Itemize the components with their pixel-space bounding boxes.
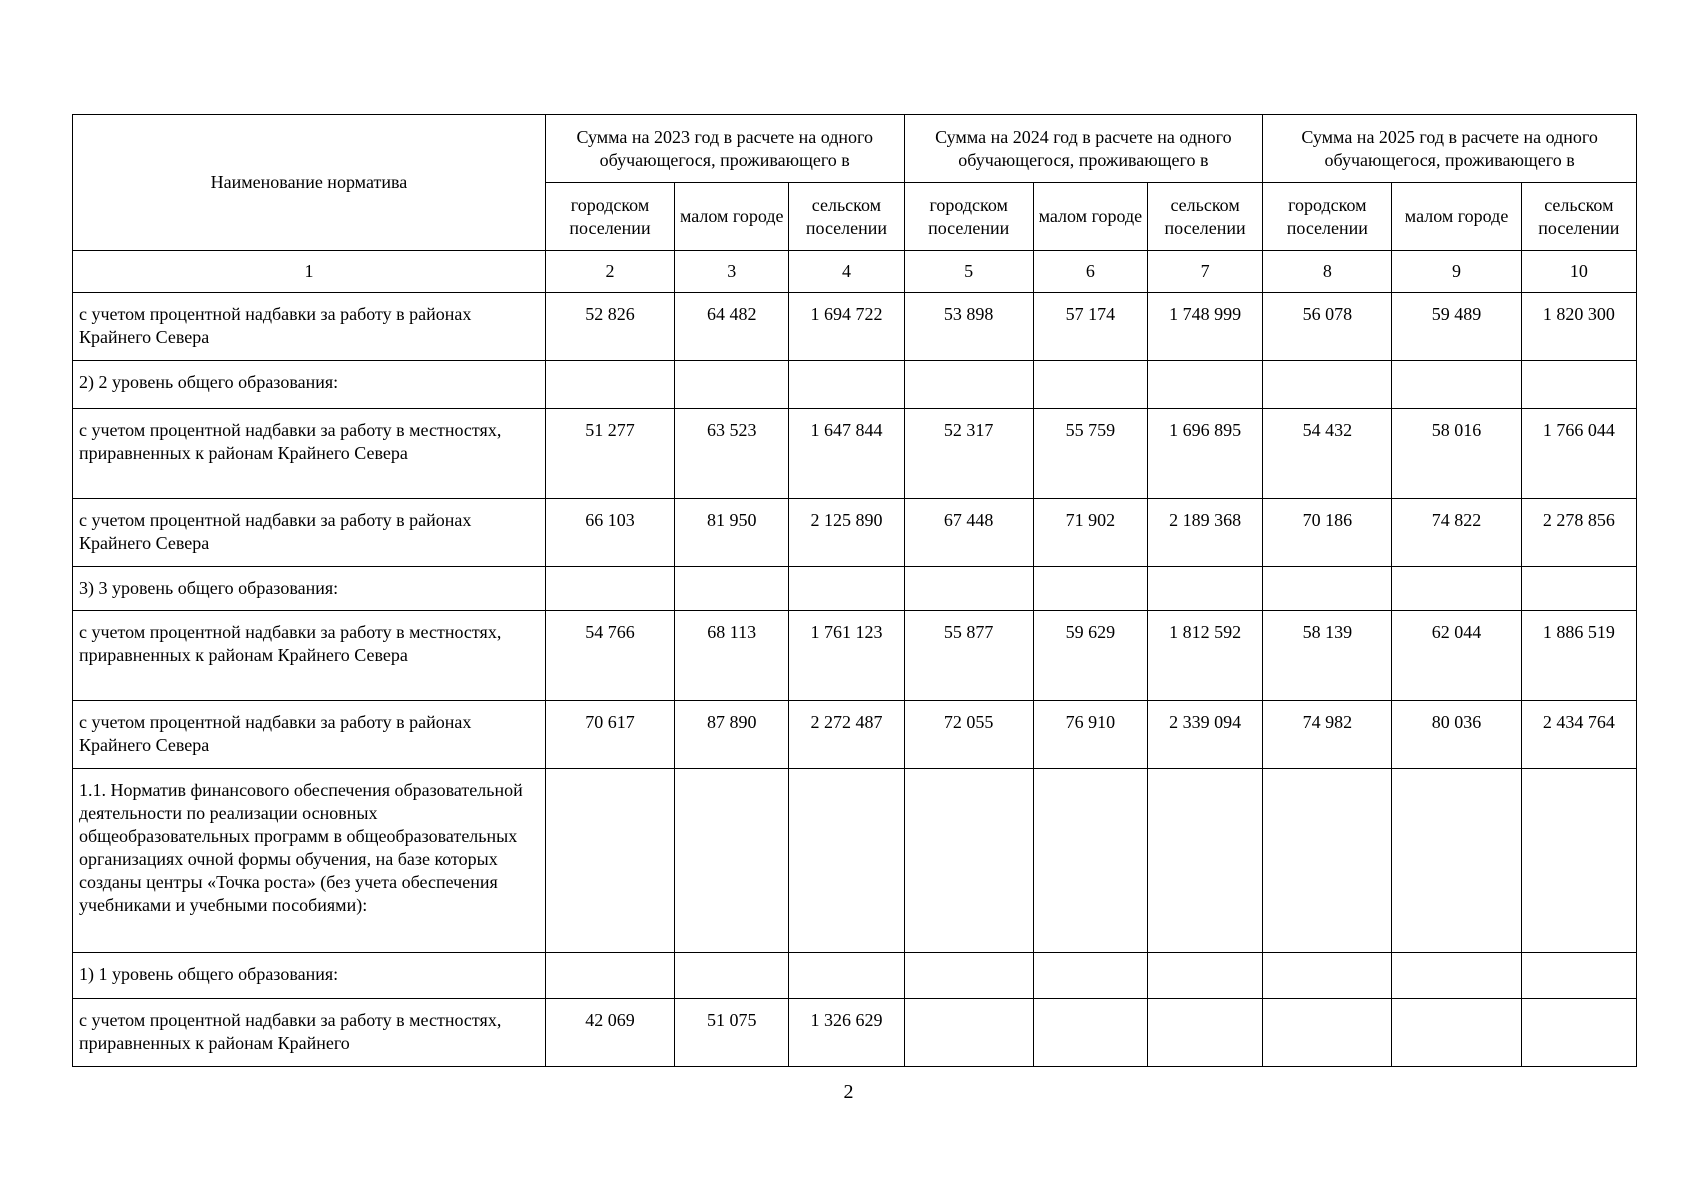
value-cell: 1 812 592 bbox=[1147, 611, 1262, 701]
value-cell: 56 078 bbox=[1263, 293, 1392, 361]
value-cell bbox=[904, 567, 1033, 611]
value-cell bbox=[1392, 999, 1521, 1067]
table-row bbox=[73, 409, 1637, 499]
value-cell: 64 482 bbox=[675, 293, 789, 361]
value-cell: 1 886 519 bbox=[1521, 611, 1636, 701]
value-cell: 1 748 999 bbox=[1147, 293, 1262, 361]
subheader-cell: сельском поселении bbox=[789, 183, 904, 251]
value-cell: 72 055 bbox=[904, 701, 1033, 769]
value-cell bbox=[1521, 953, 1636, 999]
value-cell bbox=[545, 953, 674, 999]
value-cell: 1 647 844 bbox=[789, 409, 904, 499]
value-cell: 54 432 bbox=[1263, 409, 1392, 499]
value-cell: 1 761 123 bbox=[789, 611, 904, 701]
value-cell: 52 826 bbox=[545, 293, 674, 361]
value-cell bbox=[545, 361, 674, 409]
value-cell bbox=[1147, 361, 1262, 409]
column-number: 7 bbox=[1147, 251, 1262, 293]
value-cell: 2 125 890 bbox=[789, 499, 904, 567]
value-cell bbox=[1033, 567, 1147, 611]
value-cell bbox=[789, 361, 904, 409]
table-row bbox=[73, 999, 1637, 1067]
value-cell: 81 950 bbox=[675, 499, 789, 567]
value-cell bbox=[1033, 361, 1147, 409]
value-cell: 1 696 895 bbox=[1147, 409, 1262, 499]
value-cell: 80 036 bbox=[1392, 701, 1521, 769]
year-2024-header: Сумма на 2024 год в расчете на одного обучающегося, проживающего в bbox=[904, 115, 1263, 183]
subheader-cell: малом городе bbox=[1033, 183, 1147, 251]
row-label: с учетом процентной надбавки за работу в районах Крайнего Севера bbox=[73, 701, 546, 769]
value-cell bbox=[545, 769, 674, 953]
value-cell: 2 278 856 bbox=[1521, 499, 1636, 567]
year-2023-header: Сумма на 2023 год в расчете на одного обучающегося, проживающего в bbox=[545, 115, 904, 183]
value-cell: 62 044 bbox=[1392, 611, 1521, 701]
column-number: 10 bbox=[1521, 251, 1636, 293]
table-row bbox=[73, 499, 1637, 567]
value-cell: 55 759 bbox=[1033, 409, 1147, 499]
subheader-cell: городском поселении bbox=[545, 183, 674, 251]
column-number: 5 bbox=[904, 251, 1033, 293]
column-number: 4 bbox=[789, 251, 904, 293]
value-cell: 58 139 bbox=[1263, 611, 1392, 701]
value-cell: 53 898 bbox=[904, 293, 1033, 361]
table-row bbox=[73, 567, 1637, 611]
table-row bbox=[73, 611, 1637, 701]
value-cell bbox=[1521, 769, 1636, 953]
value-cell: 52 317 bbox=[904, 409, 1033, 499]
value-cell: 58 016 bbox=[1392, 409, 1521, 499]
value-cell: 57 174 bbox=[1033, 293, 1147, 361]
value-cell bbox=[789, 567, 904, 611]
value-cell bbox=[1263, 769, 1392, 953]
value-cell: 54 766 bbox=[545, 611, 674, 701]
subheader-cell: малом городе bbox=[1392, 183, 1521, 251]
value-cell bbox=[1147, 953, 1262, 999]
value-cell: 51 075 bbox=[675, 999, 789, 1067]
value-cell: 55 877 bbox=[904, 611, 1033, 701]
value-cell bbox=[1033, 769, 1147, 953]
value-cell bbox=[675, 361, 789, 409]
row-label: 1) 1 уровень общего образования: bbox=[73, 953, 546, 999]
value-cell bbox=[1263, 953, 1392, 999]
value-cell bbox=[1392, 953, 1521, 999]
column-number: 1 bbox=[73, 251, 546, 293]
subheader-cell: городском поселении bbox=[1263, 183, 1392, 251]
value-cell bbox=[1033, 999, 1147, 1067]
row-label: 1.1. Норматив финансового обеспечения образовательной деятельности по реализации основных общеобразовательных программ в общеобразовательных организациях очной формы обучения, на базе которых созданы центры «Точка роста» (без учета обеспечения учебниками и учебными пособиями): bbox=[73, 769, 546, 953]
value-cell: 1 694 722 bbox=[789, 293, 904, 361]
table-row bbox=[73, 953, 1637, 999]
subheader-cell: сельском поселении bbox=[1147, 183, 1262, 251]
value-cell bbox=[675, 953, 789, 999]
value-cell: 63 523 bbox=[675, 409, 789, 499]
value-cell bbox=[1033, 953, 1147, 999]
value-cell bbox=[1263, 361, 1392, 409]
column-number: 6 bbox=[1033, 251, 1147, 293]
value-cell: 2 189 368 bbox=[1147, 499, 1262, 567]
year-2025-header: Сумма на 2025 год в расчете на одного обучающегося, проживающего в bbox=[1263, 115, 1637, 183]
page-number: 2 bbox=[843, 1081, 854, 1103]
table-row bbox=[73, 293, 1637, 361]
row-label: с учетом процентной надбавки за работу в местностях, приравненных к районам Крайнего bbox=[73, 999, 546, 1067]
value-cell: 76 910 bbox=[1033, 701, 1147, 769]
value-cell: 2 434 764 bbox=[1521, 701, 1636, 769]
value-cell: 87 890 bbox=[675, 701, 789, 769]
value-cell: 2 339 094 bbox=[1147, 701, 1262, 769]
table-row bbox=[73, 361, 1637, 409]
value-cell bbox=[545, 567, 674, 611]
table-row bbox=[73, 701, 1637, 769]
column-number: 3 bbox=[675, 251, 789, 293]
value-cell: 1 326 629 bbox=[789, 999, 904, 1067]
subheader-cell: малом городе bbox=[675, 183, 789, 251]
value-cell bbox=[904, 769, 1033, 953]
normative-table bbox=[72, 114, 1637, 1067]
value-cell bbox=[1147, 567, 1262, 611]
value-cell: 68 113 bbox=[675, 611, 789, 701]
row-label: 2) 2 уровень общего образования: bbox=[73, 361, 546, 409]
value-cell: 59 629 bbox=[1033, 611, 1147, 701]
name-column-header: Наименование норматива bbox=[73, 115, 546, 251]
value-cell bbox=[789, 769, 904, 953]
column-number: 8 bbox=[1263, 251, 1392, 293]
subheader-cell: городском поселении bbox=[904, 183, 1033, 251]
subheader-cell: сельском поселении bbox=[1521, 183, 1636, 251]
value-cell bbox=[1392, 769, 1521, 953]
value-cell bbox=[1392, 567, 1521, 611]
value-cell bbox=[904, 361, 1033, 409]
value-cell: 70 186 bbox=[1263, 499, 1392, 567]
value-cell bbox=[904, 999, 1033, 1067]
value-cell: 67 448 bbox=[904, 499, 1033, 567]
value-cell bbox=[675, 769, 789, 953]
value-cell bbox=[1147, 769, 1262, 953]
value-cell bbox=[904, 953, 1033, 999]
value-cell bbox=[675, 567, 789, 611]
row-label: 3) 3 уровень общего образования: bbox=[73, 567, 546, 611]
value-cell bbox=[1521, 999, 1636, 1067]
value-cell: 66 103 bbox=[545, 499, 674, 567]
row-label: с учетом процентной надбавки за работу в местностях, приравненных к районам Крайнего Севера bbox=[73, 611, 546, 701]
value-cell: 71 902 bbox=[1033, 499, 1147, 567]
value-cell bbox=[1263, 567, 1392, 611]
value-cell bbox=[1521, 567, 1636, 611]
column-number: 2 bbox=[545, 251, 674, 293]
value-cell: 1 766 044 bbox=[1521, 409, 1636, 499]
value-cell: 2 272 487 bbox=[789, 701, 904, 769]
value-cell: 42 069 bbox=[545, 999, 674, 1067]
value-cell: 74 982 bbox=[1263, 701, 1392, 769]
value-cell: 1 820 300 bbox=[1521, 293, 1636, 361]
value-cell bbox=[1263, 999, 1392, 1067]
value-cell bbox=[789, 953, 904, 999]
table-row bbox=[73, 769, 1637, 953]
value-cell bbox=[1521, 361, 1636, 409]
value-cell bbox=[1147, 999, 1262, 1067]
value-cell: 70 617 bbox=[545, 701, 674, 769]
value-cell: 59 489 bbox=[1392, 293, 1521, 361]
value-cell: 51 277 bbox=[545, 409, 674, 499]
row-label: с учетом процентной надбавки за работу в районах Крайнего Севера bbox=[73, 499, 546, 567]
column-number: 9 bbox=[1392, 251, 1521, 293]
value-cell bbox=[1392, 361, 1521, 409]
value-cell: 74 822 bbox=[1392, 499, 1521, 567]
row-label: с учетом процентной надбавки за работу в районах Крайнего Севера bbox=[73, 293, 546, 361]
row-label: с учетом процентной надбавки за работу в местностях, приравненных к районам Крайнего Севера bbox=[73, 409, 546, 499]
